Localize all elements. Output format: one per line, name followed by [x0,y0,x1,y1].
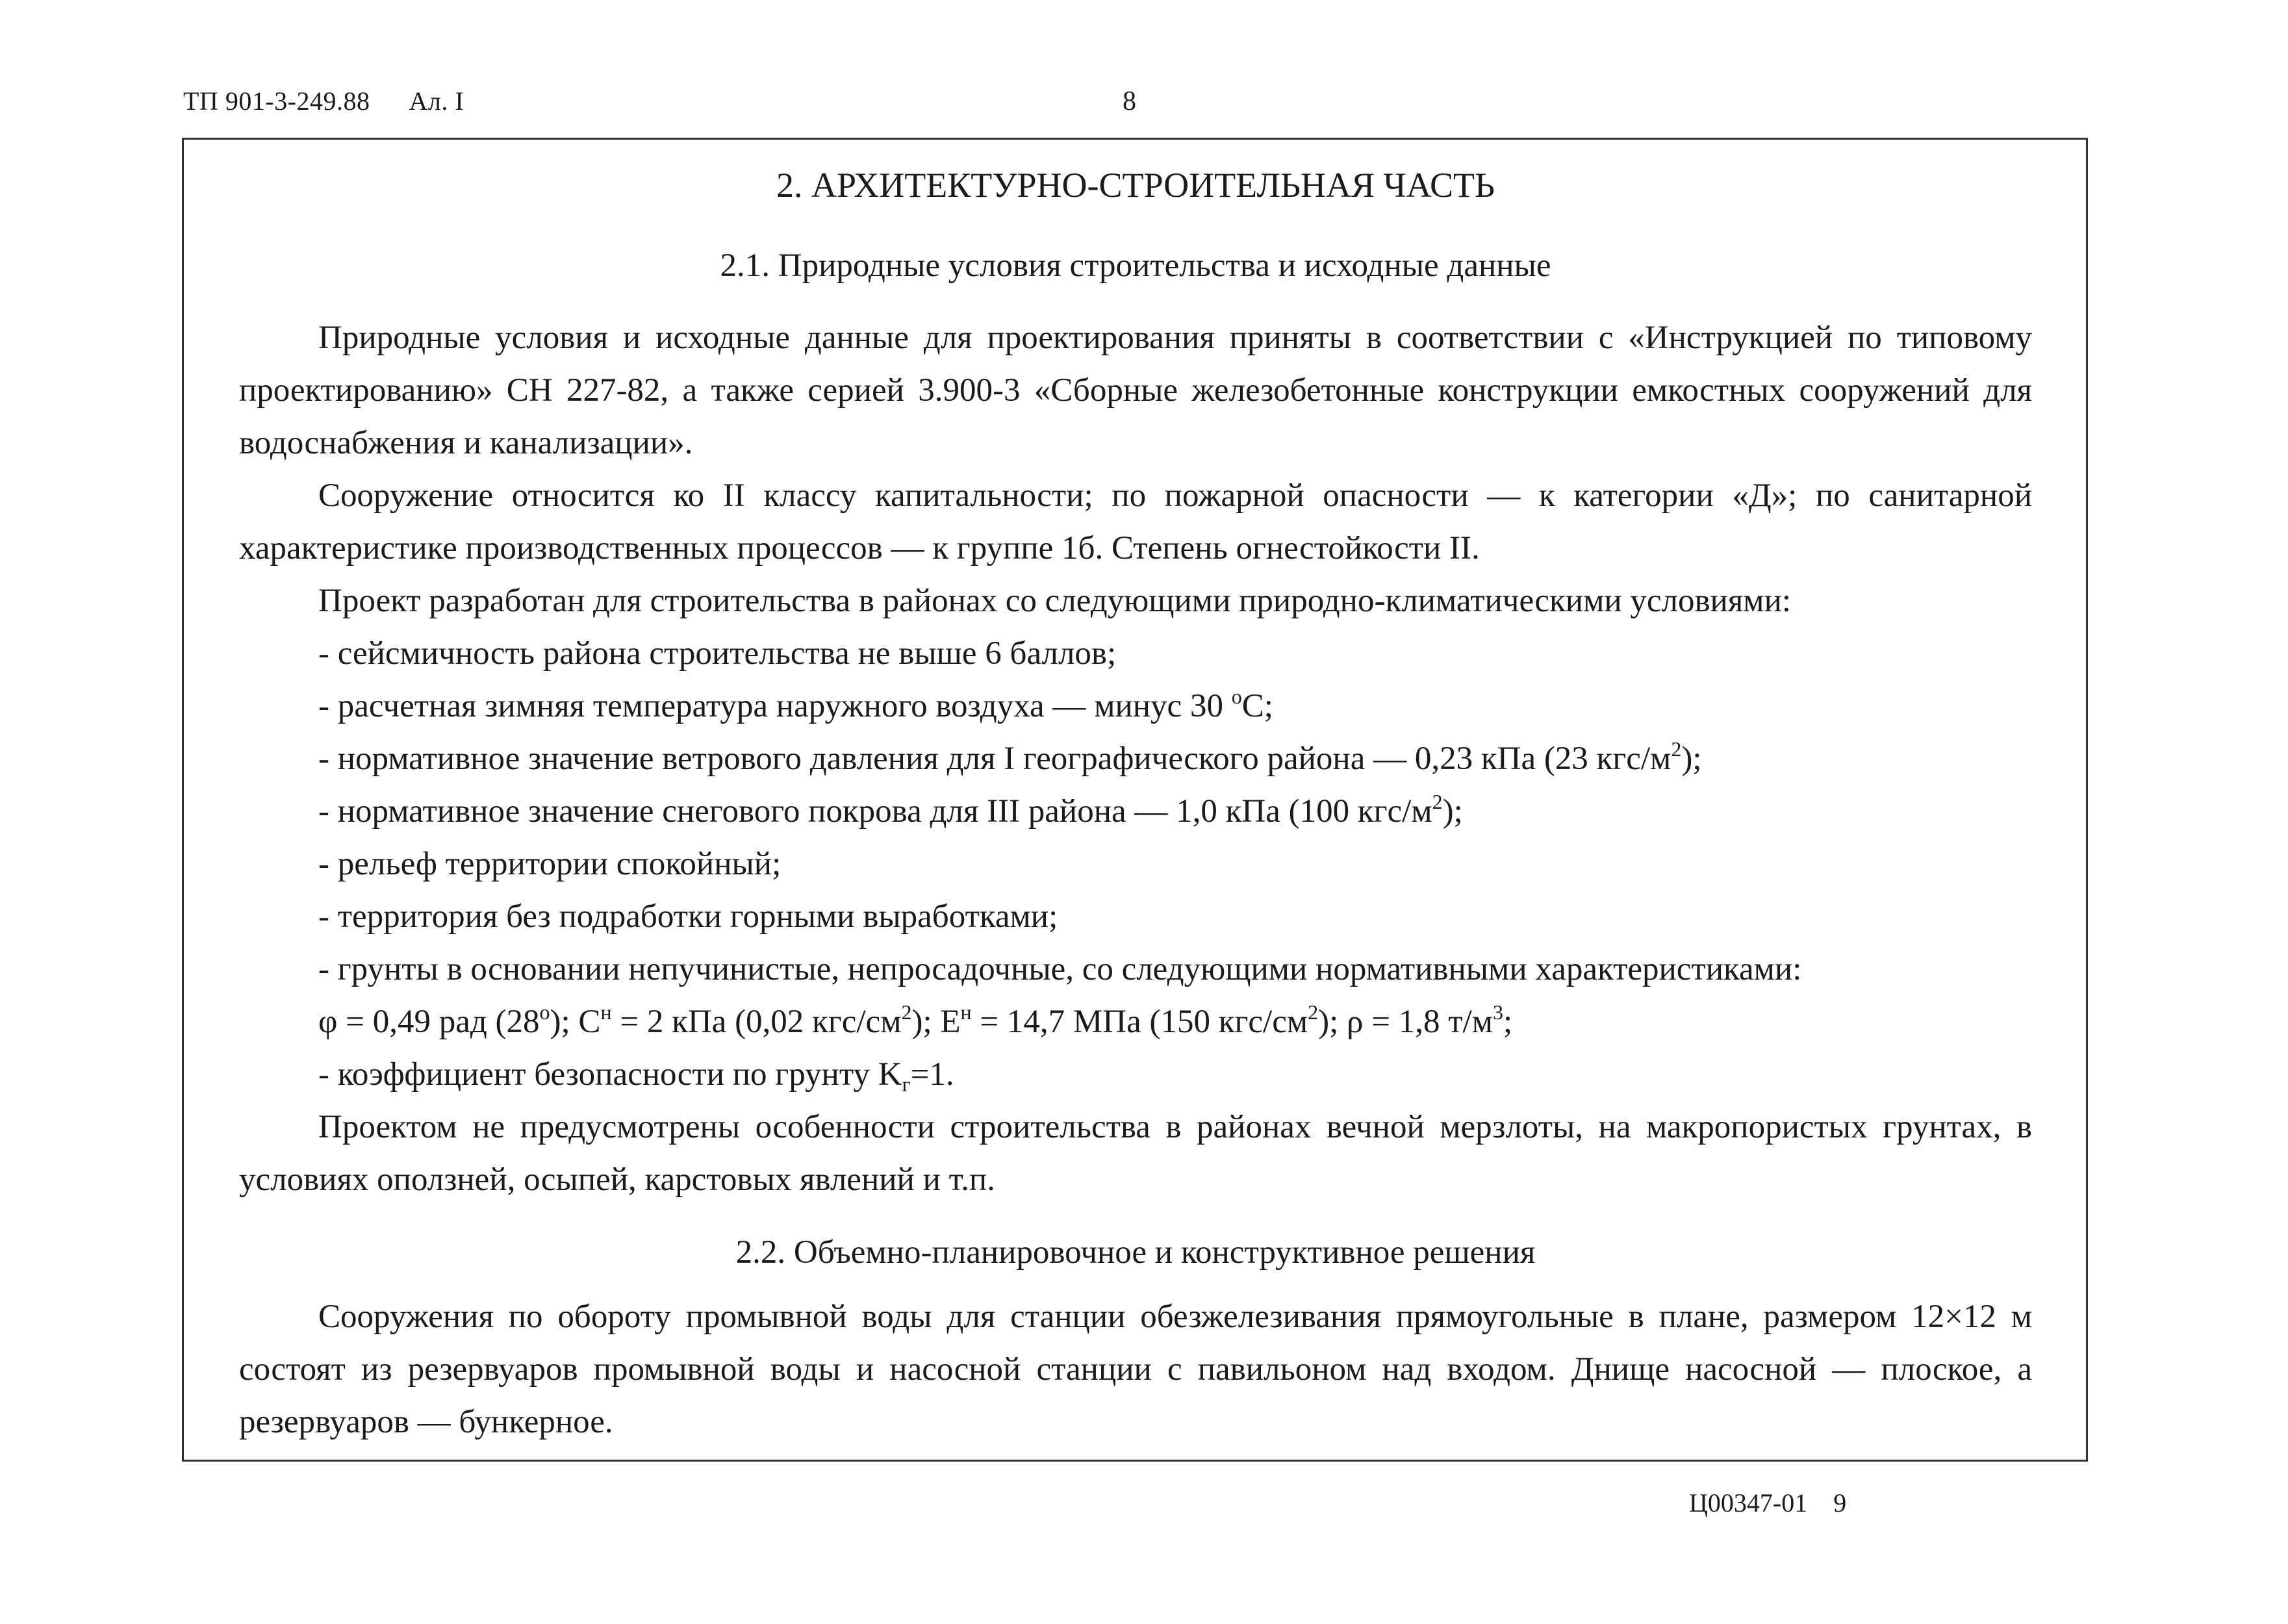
page-content [239,156,2032,1449]
list-item-soils: - грунты в основании непучинистые, непросадочные, со следующими нормативными характеристиками: [318,951,1802,987]
document-code [183,86,464,116]
list-item-safety-factor: - коэффициент безопасности по грунту $K_г=1$. [318,1056,954,1096]
subsection-title-2-2: 2.2. Объемно-планировочное и конструктивное решения [735,1234,1536,1271]
footer-code-text: Ц00347-01 [1689,1488,1808,1517]
list-item-undermining: - территория без подработки горными выработками; [318,898,1058,935]
list-item-seismic: - сейсмичность района строительства не выше 6 баллов; [318,635,1117,672]
paragraph-2: Сооружение относится ко II классу капитальности; по пожарной опасности — к категории «Д»; по санитарной характеристике производственных процессов — к группе 1б. Степень огнестойкости II. [239,477,2032,566]
doc-code-text: ТП 901-3-249.88 [183,86,370,116]
subsection-title-2-1: 2.1. Природные условия строительства и исходные данные [720,247,1551,284]
list-item-temperature: - расчетная зимняя температура наружного воздуха — минус 30 $^о$С; [318,685,1273,724]
list-item-snow: - нормативное значение снегового покрова для III района — 1,0 кПа (100 кгс/$м^2$); [318,790,1463,830]
list-item-wind: - нормативное значение ветрового давления для I географического района — 0,23 кПа (23 кгс/$м^2$); [318,737,1702,777]
album-label: Ал. I [409,86,464,116]
paragraph-5: Сооружения по обороту промывной воды для станции обезжелезивания прямоугольные в плане, размером 12×12 м состоят из резервуаров промывной воды и насосной станции с павильоном над входом. Днище насосной — плоское, а резервуаров — бункерное. [239,1299,2032,1440]
paragraph-1: Природные условия и исходные данные для проектирования приняты в соответствии с «Инструкцией по типовому проектированию» СН 227-82, а также серией 3.900-3 «Сборные железобетонные конструкции емкостных сооружений для водоснабжения и канализации». [239,320,2032,461]
footer-code [1689,1488,1846,1518]
paragraph-4: Проектом не предусмотрены особенности строительства в районах вечной мерзлоты, на макропористых грунтах, в условиях оползней, осыпей, карстовых явлений и т.п. [239,1109,2032,1198]
list-item-relief: - рельеф территории спокойный; [318,846,782,882]
footer-sheet-number: 9 [1833,1488,1847,1517]
page-number: 8 [1123,86,1136,116]
paragraph-3: Проект разработан для строительства в районах со следующими природно-климатическими условиями: [318,583,1792,619]
section-title: 2. АРХИТЕКТУРНО-СТРОИТЕЛЬНАЯ ЧАСТЬ [776,166,1495,205]
soil-characteristics-formula: φ = 0,49 рад $(28^о)$; $C^н = 2$ кПа (0,02 кгс/$см^2$); $E^н = 14,7$ МПа (150 кгс/$см^2$); ρ = 1,8 $т/м^3$; [318,1000,1513,1040]
